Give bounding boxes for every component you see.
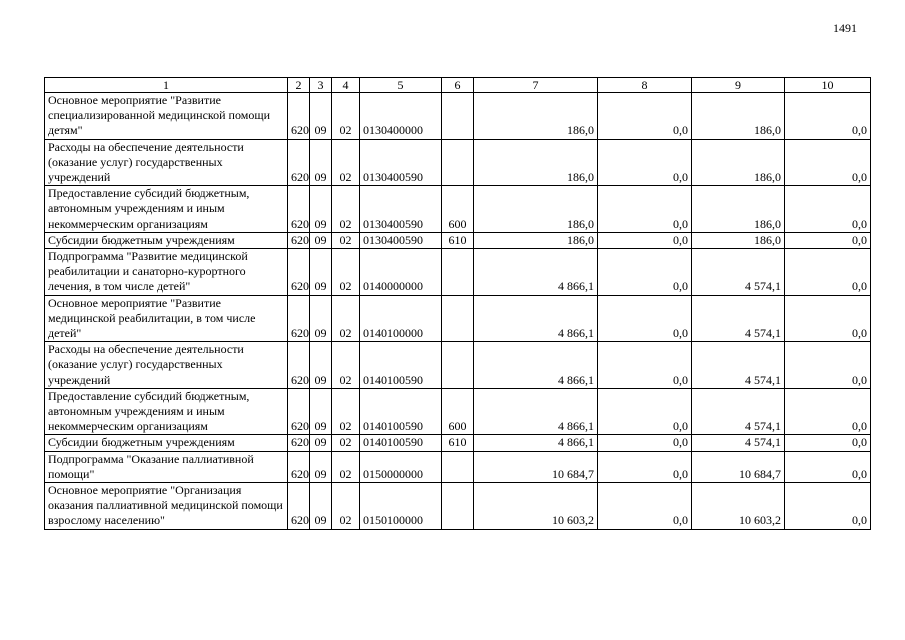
subsection-code: 02: [332, 435, 360, 451]
ministry-code: 620: [288, 342, 310, 389]
expense-type-code: [442, 451, 474, 482]
amount-col10: 0,0: [785, 295, 871, 342]
amount-col8: 0,0: [598, 342, 692, 389]
column-header: 3: [310, 78, 332, 93]
amount-col10: 0,0: [785, 451, 871, 482]
subsection-code: 02: [332, 451, 360, 482]
target-code: 0140100590: [360, 388, 442, 435]
subsection-code: 02: [332, 483, 360, 530]
ministry-code: 620: [288, 186, 310, 233]
amount-col9: 4 574,1: [692, 342, 785, 389]
column-header: 6: [442, 78, 474, 93]
subsection-code: 02: [332, 186, 360, 233]
amount-col10: 0,0: [785, 186, 871, 233]
amount-col7: 4 866,1: [474, 342, 598, 389]
ministry-code: 620: [288, 93, 310, 140]
amount-col10: 0,0: [785, 342, 871, 389]
amount-col9: 4 574,1: [692, 435, 785, 451]
column-header: 10: [785, 78, 871, 93]
column-header: 1: [45, 78, 288, 93]
section-code: 09: [310, 139, 332, 186]
ministry-code: 620: [288, 451, 310, 482]
table-row: [45, 139, 871, 186]
target-code: 0150100000: [360, 483, 442, 530]
amount-col8: 0,0: [598, 295, 692, 342]
column-header: 7: [474, 78, 598, 93]
amount-col8: 0,0: [598, 483, 692, 530]
row-name: Основное мероприятие "Развитие медицинской реабилитации, в том числе детей": [45, 295, 288, 342]
row-name: Расходы на обеспечение деятельности (оказание услуг) государственных учреждений: [45, 342, 288, 389]
target-code: 0140000000: [360, 249, 442, 296]
target-code: 0130400590: [360, 139, 442, 186]
budget-table: [44, 77, 871, 530]
section-code: 09: [310, 451, 332, 482]
table-row: [45, 342, 871, 389]
amount-col9: 4 574,1: [692, 249, 785, 296]
amount-col8: 0,0: [598, 249, 692, 296]
table-row: [45, 93, 871, 140]
amount-col7: 4 866,1: [474, 249, 598, 296]
amount-col7: 186,0: [474, 139, 598, 186]
amount-col10: 0,0: [785, 388, 871, 435]
ministry-code: 620: [288, 435, 310, 451]
subsection-code: 02: [332, 342, 360, 389]
expense-type-code: [442, 342, 474, 389]
ministry-code: 620: [288, 388, 310, 435]
section-code: 09: [310, 232, 332, 248]
expense-type-code: [442, 139, 474, 186]
amount-col9: 186,0: [692, 139, 785, 186]
row-name: Основное мероприятие "Организация оказания паллиативной медицинской помощи взрослому населению": [45, 483, 288, 530]
table-row: [45, 249, 871, 296]
section-code: 09: [310, 249, 332, 296]
target-code: 0140100000: [360, 295, 442, 342]
amount-col8: 0,0: [598, 232, 692, 248]
section-code: 09: [310, 93, 332, 140]
ministry-code: 620: [288, 232, 310, 248]
amount-col10: 0,0: [785, 232, 871, 248]
expense-type-code: [442, 483, 474, 530]
table-row: [45, 186, 871, 233]
row-name: Расходы на обеспечение деятельности (оказание услуг) государственных учреждений: [45, 139, 288, 186]
column-header: 5: [360, 78, 442, 93]
column-header: 4: [332, 78, 360, 93]
subsection-code: 02: [332, 249, 360, 296]
amount-col10: 0,0: [785, 93, 871, 140]
target-code: 0130400590: [360, 232, 442, 248]
amount-col10: 0,0: [785, 139, 871, 186]
row-name: Основное мероприятие "Развитие специализированной медицинской помощи детям": [45, 93, 288, 140]
expense-type-code: [442, 93, 474, 140]
amount-col8: 0,0: [598, 93, 692, 140]
row-name: Субсидии бюджетным учреждениям: [45, 435, 288, 451]
amount-col9: 186,0: [692, 93, 785, 140]
amount-col9: 4 574,1: [692, 295, 785, 342]
target-code: 0130400000: [360, 93, 442, 140]
column-header: 2: [288, 78, 310, 93]
subsection-code: 02: [332, 93, 360, 140]
expense-type-code: 610: [442, 232, 474, 248]
ministry-code: 620: [288, 295, 310, 342]
amount-col9: 186,0: [692, 186, 785, 233]
subsection-code: 02: [332, 232, 360, 248]
table-row: [45, 388, 871, 435]
amount-col7: 186,0: [474, 93, 598, 140]
target-code: 0140100590: [360, 342, 442, 389]
amount-col9: 10 603,2: [692, 483, 785, 530]
ministry-code: 620: [288, 249, 310, 296]
table-row: [45, 232, 871, 248]
expense-type-code: 600: [442, 186, 474, 233]
table-row: [45, 451, 871, 482]
amount-col7: 4 866,1: [474, 295, 598, 342]
amount-col8: 0,0: [598, 186, 692, 233]
column-header: 9: [692, 78, 785, 93]
amount-col7: 10 603,2: [474, 483, 598, 530]
section-code: 09: [310, 342, 332, 389]
amount-col8: 0,0: [598, 139, 692, 186]
amount-col10: 0,0: [785, 249, 871, 296]
amount-col8: 0,0: [598, 435, 692, 451]
row-name: Предоставление субсидий бюджетным, автономным учреждениям и иным некоммерческим организациям: [45, 186, 288, 233]
amount-col9: 186,0: [692, 232, 785, 248]
expense-type-code: [442, 295, 474, 342]
section-code: 09: [310, 388, 332, 435]
amount-col9: 4 574,1: [692, 388, 785, 435]
section-code: 09: [310, 295, 332, 342]
expense-type-code: [442, 249, 474, 296]
ministry-code: 620: [288, 483, 310, 530]
page-number: 1491: [833, 21, 857, 35]
amount-col8: 0,0: [598, 388, 692, 435]
amount-col7: 4 866,1: [474, 435, 598, 451]
row-name: Подпрограмма "Развитие медицинской реабилитации и санаторно-курортного лечения, в том числе детей": [45, 249, 288, 296]
amount-col10: 0,0: [785, 435, 871, 451]
amount-col10: 0,0: [785, 483, 871, 530]
section-code: 09: [310, 483, 332, 530]
row-name: Субсидии бюджетным учреждениям: [45, 232, 288, 248]
target-code: 0140100590: [360, 435, 442, 451]
amount-col7: 186,0: [474, 186, 598, 233]
amount-col9: 10 684,7: [692, 451, 785, 482]
target-code: 0130400590: [360, 186, 442, 233]
row-name: Подпрограмма "Оказание паллиативной помощи": [45, 451, 288, 482]
section-code: 09: [310, 435, 332, 451]
expense-type-code: 610: [442, 435, 474, 451]
table-row: [45, 295, 871, 342]
row-name: Предоставление субсидий бюджетным, автономным учреждениям и иным некоммерческим организациям: [45, 388, 288, 435]
subsection-code: 02: [332, 388, 360, 435]
target-code: 0150000000: [360, 451, 442, 482]
column-header: 8: [598, 78, 692, 93]
ministry-code: 620: [288, 139, 310, 186]
table-row: [45, 435, 871, 451]
expense-type-code: 600: [442, 388, 474, 435]
subsection-code: 02: [332, 139, 360, 186]
amount-col7: 10 684,7: [474, 451, 598, 482]
table-header-row: [45, 78, 871, 93]
amount-col8: 0,0: [598, 451, 692, 482]
amount-col7: 4 866,1: [474, 388, 598, 435]
table-row: [45, 483, 871, 530]
section-code: 09: [310, 186, 332, 233]
amount-col7: 186,0: [474, 232, 598, 248]
subsection-code: 02: [332, 295, 360, 342]
